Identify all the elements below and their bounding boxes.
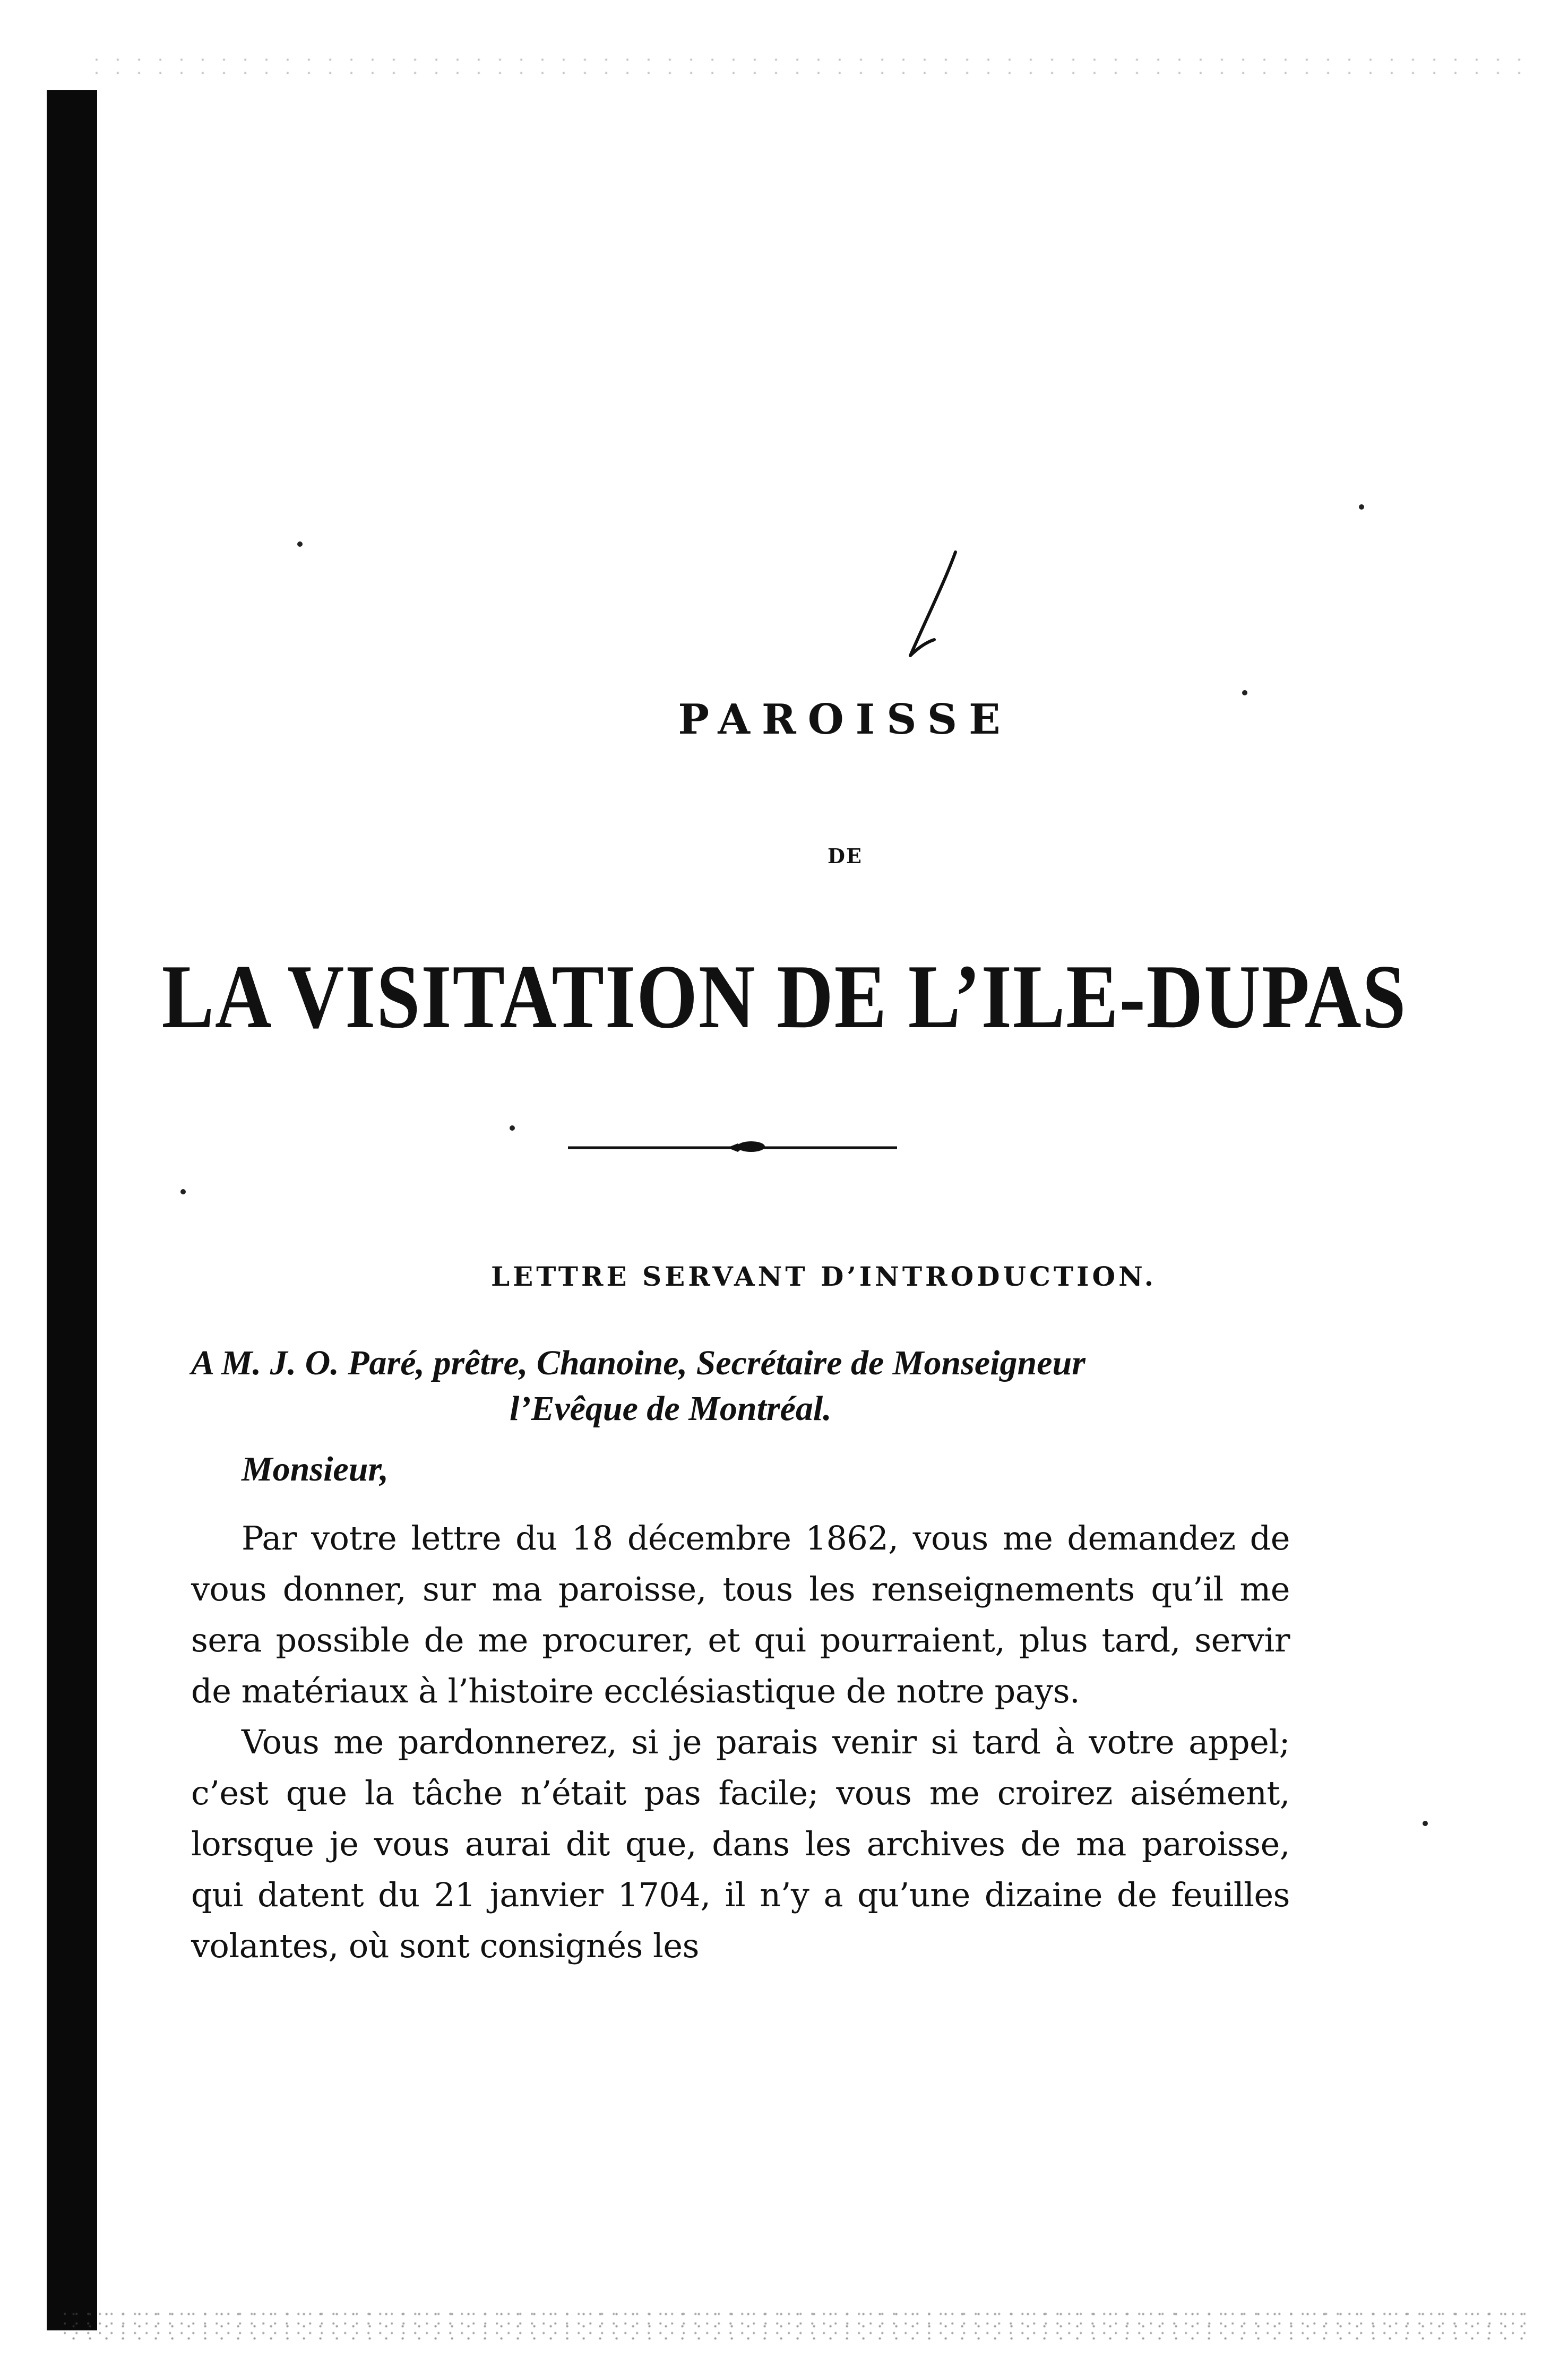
section-heading: LETTRE SERVANT D’INTRODUCTION. <box>491 1261 1157 1292</box>
heading-de: DE <box>828 844 863 868</box>
letter-body <box>191 1513 1290 1972</box>
page-title: LA VISITATION DE L’ILE-DUPAS <box>161 946 1407 1047</box>
pencil-mark <box>897 549 966 666</box>
address-line-1: A M. J. O. Paré, prêtre, Chanoine, Secrétaire de Monseigneur <box>191 1344 1085 1382</box>
scan-speck <box>510 1125 515 1131</box>
binding-shadow <box>47 90 97 2330</box>
scan-speck <box>1423 1821 1428 1826</box>
scan-speck <box>1242 690 1247 695</box>
scan-speck <box>297 541 303 547</box>
letter-address <box>191 1340 1359 1432</box>
heading-paroisse: PAROISSE <box>678 695 1012 744</box>
scan-noise-bottom <box>64 2309 1526 2341</box>
paragraph: Vous me pardonnerez, si je parais venir si tard à votre appel; c’est que la tâche n’était pas facile; vous me croirez aisément, lorsque je vous aurai dit que, dans les archives de ma paroisse, qui datent du 21 janvier 1704, il n’y a qu’une dizaine de feuilles volantes, où sont consignés les <box>191 1723 1290 1965</box>
ornamental-divider <box>568 1136 897 1157</box>
scan-speck <box>1359 504 1364 510</box>
scan-speck <box>180 1189 186 1194</box>
address-line-2: l’Evêque de Montréal. <box>510 1389 832 1428</box>
scan-noise-top <box>90 53 1526 80</box>
salutation: Monsieur, <box>242 1450 389 1488</box>
paragraph: Par votre lettre du 18 décembre 1862, vous me demandez de vous donner, sur ma paroisse, tous les renseignements qu’il me sera possible de me procurer, et qui pourraient, plus tard, servir de matériaux à l’histoire ecclésiastique de notre pays. <box>191 1519 1290 1710</box>
